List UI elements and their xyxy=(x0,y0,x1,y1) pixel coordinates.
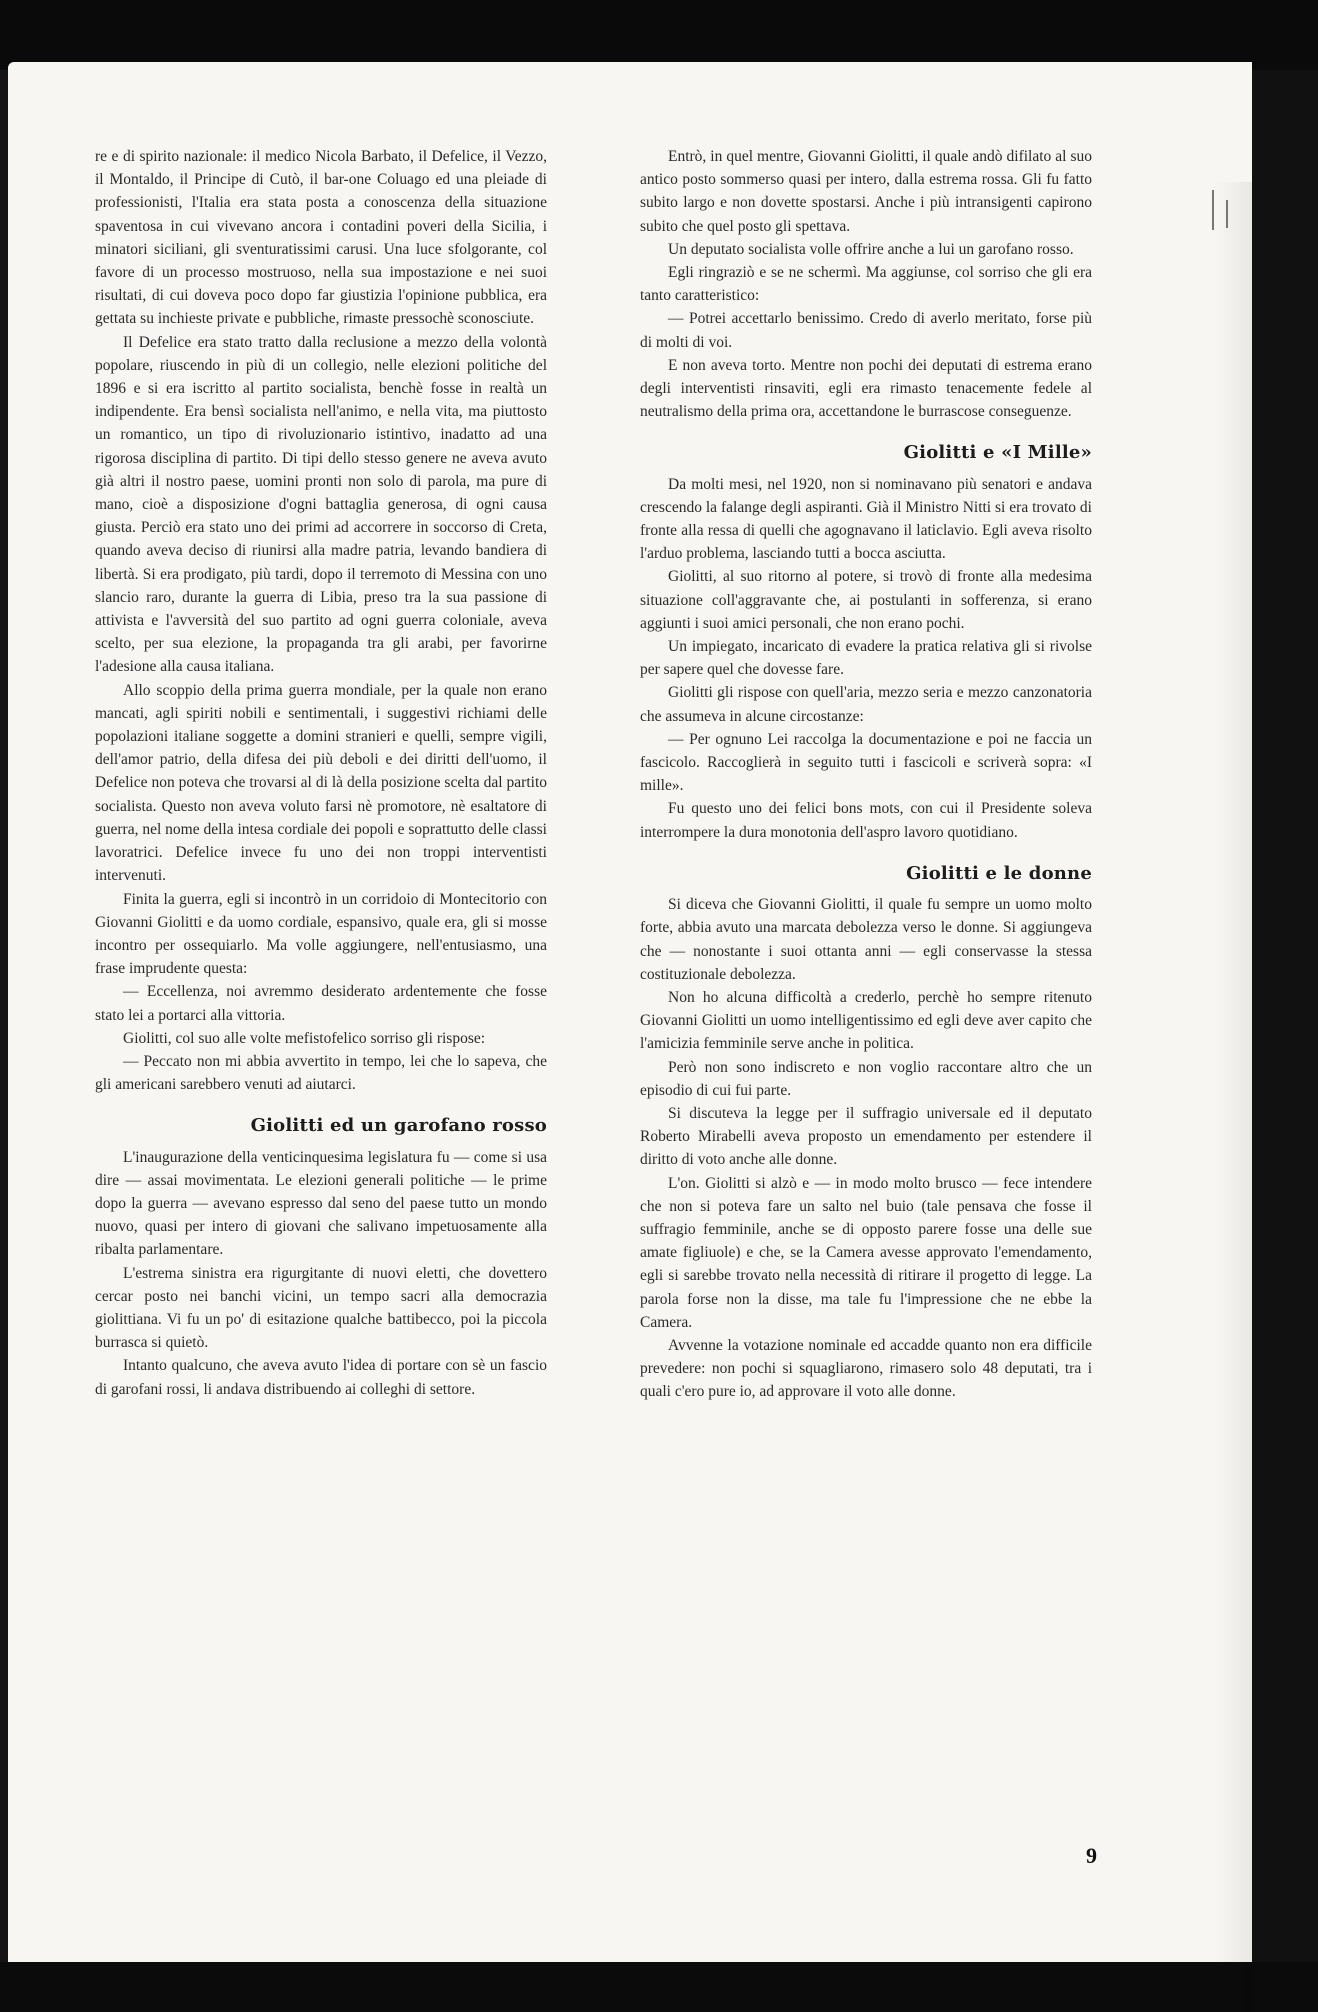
paragraph: Egli ringraziò e se ne schermì. Ma aggiunse, col sorriso che gli era tanto caratteristico: xyxy=(640,264,1092,305)
dialogue-line: — Eccellenza, noi avremmo desiderato ardentemente che fosse stato lei a portarci alla vittoria. xyxy=(95,983,547,1024)
paragraph: Entrò, in quel mentre, Giovanni Giolitti, il quale andò difilato al suo antico posto sommerso quasi per intero, dalla estrema rossa. Gli fu fatto subito largo e non dovette spostarsi. Anche i più intransigenti capirono subito che quel posto gli spettava. xyxy=(640,148,1092,235)
paragraph: Un deputato socialista volle offrire anche a lui un garofano rosso. xyxy=(668,240,1074,258)
paragraph: Allo scoppio della prima guerra mondiale, per la quale non erano mancati, agli spiriti nobili e sentimentali, i suggestivi richiami delle popolazioni italiane soggette a domini stranieri e quelli, sempre vigili, dell'amor patrio, della difesa dei più deboli e dei diritti dell'uomo, il Defelice non poteva che trovarsi al di là della posizione scelta dal partito socialista. Questo non aveva voluto farsi nè promotore, nè esaltatore di guerra, nel nome della intesa cordiale dei popoli e soprattutto delle classi lavoratrici. Defelice invece fu uno dei non troppi interventisti intervenuti. xyxy=(95,681,547,885)
section-heading: Giolitti e «I Mille» xyxy=(903,442,1092,464)
scan-right-border xyxy=(1252,70,1318,1962)
section-heading: Giolitti e le donne xyxy=(906,862,1092,884)
scan-top-border xyxy=(0,0,1318,70)
paragraph: Un impiegato, incaricato di evadere la pratica relativa gli si rivolse per sapere quel che dovesse fare. xyxy=(640,638,1092,679)
section-heading: Giolitti ed un garofano rosso xyxy=(250,1115,547,1137)
paragraph: Il Defelice era stato tratto dalla reclusione a mezzo della volontà popolare, riuscendo in più di un collegio, nelle elezioni politiche del 1896 e si era iscritto al partito socialista, benchè fosse in realtà un indipendente. Era bensì socialista nell'animo, e nella vita, ma piuttosto un romantico, un tipo di rivoluzionario istintivo, inadatto ad una rigorosa disciplina di partito. Di tipi dello stesso genere ne aveva avuto già altri il nostro paese, uomini pronti non solo di parola, ma pure di mano, cioè a disposizione d'ogni battaglia generosa, di ogni causa giusta. Perciò era stato uno dei primi ad accorrere in soccorso di Creta, quando aveva deciso di riunirsi alla madre patria, levando bandiera di libertà. Si era prodigato, più tardi, dopo il terremoto di Messina con uno slancio raro, durante la guerra di Libia, preso tra la sua passione di attivista e l'avversità del suo partito ad ogni guerra coloniale, aveva scelto, per sua elezione, la propaganda tra gli arabi, per favorirne l'adesione alla causa italiana. xyxy=(95,333,547,676)
paragraph: Fu questo uno dei felici bons mots, con cui il Presidente soleva interrompere la dura monotonia dell'aspro lavoro quotidiano. xyxy=(640,800,1092,841)
paragraph: L'estrema sinistra era rigurgitante di nuovi eletti, che dovettero cercar posto nei banchi vicini, un tempo sacri alla democrazia giolittiana. Vi fu un po' di esitazione qualche battibecco, poi la piccola burrasca si quietò. xyxy=(95,1264,547,1352)
page-gutter-shadow xyxy=(1213,182,1253,2012)
paragraph: E non aveva torto. Mentre non pochi dei deputati di estrema erano degli interventisti rinsaviti, egli era rimasto tenacemente fedele al neutralismo della prima ora, accettandone le burrascose conseguenze. xyxy=(640,356,1092,421)
paragraph: Giolitti gli rispose con quell'aria, mezzo seria e mezzo canzonatoria che assumeva in alcune circostanze: xyxy=(640,684,1092,725)
paragraph: L'on. Giolitti si alzò e — in modo molto brusco — fece intendere che non si poteva fare un salto nel buio (tale pensava che fosse il suffragio femminile, anche se di opposto parere fosse una delle sue amate figliuole) e che, se la Camera avesse approvato l'emendamento, egli si sarebbe trovato nella necessità di ritirare il progetto di legge. La parola forse non la disse, ma tale fu l'impressione che ne ebbe la Camera. xyxy=(640,1174,1092,1331)
paragraph: Avvenne la votazione nominale ed accadde quanto non era difficile prevedere: non pochi si squagliarono, rimasero solo 48 deputati, tra i quali c'ero pure io, ad approvare il voto alle donne. xyxy=(640,1336,1092,1401)
dialogue-line: — Potrei accettarlo benissimo. Credo di averlo meritato, forse più di molti di voi. xyxy=(640,310,1092,351)
paragraph: re e di spirito nazionale: il medico Nicola Barbato, il Defelice, il Vezzo, il Montaldo, il Principe di Cutò, il bar-one Coluago ed una pleiade di professionisti, l'Italia era stata posta a conoscenza della situazione spaventosa in cui vivevano ancora i contadini poveri della Sicilia, i minatori siciliani, gli sventuratissimi carusi. Una luce sfolgorante, col favore di un processo mostruoso, nella sua impostazione e nei suoi risultati, di cui doveva poco dopo far giustizia l'opinione pubblica, era gettata su inchieste private e pubbliche, rimaste pressochè sconosciute. xyxy=(95,148,547,328)
paragraph: Si diceva che Giovanni Giolitti, il quale fu sempre un uomo molto forte, abbia avuto una marcata debolezza verso le donne. Si aggiungeva che — nonostante i suoi ottanta anni — egli conservasse la stessa costituzionale debolezza. xyxy=(640,896,1092,983)
right-text-column xyxy=(640,145,1092,1404)
paragraph: Intanto qualcuno, che aveva avuto l'idea di portare con sè un fascio di garofani rossi, li andava distribuendo ai colleghi di settore. xyxy=(95,1357,547,1398)
scan-left-border xyxy=(0,70,8,1962)
paragraph: Finita la guerra, egli si incontrò in un corridoio di Montecitorio con Giovanni Giolitti e da uomo cordiale, espansivo, quale era, gli si mosse incontro per ossequiarlo. Ma volle aggiungere, nell'entusiasmo, una frase imprudente questa: xyxy=(95,890,547,978)
margin-mark xyxy=(1226,200,1228,228)
dialogue-line: — Peccato non mi abbia avvertito in tempo, lei che lo sapeva, che gli americani sarebbero venuti ad aiutarci. xyxy=(95,1052,547,1094)
paragraph: Non ho alcuna difficoltà a crederlo, perchè ho sempre ritenuto Giovanni Giolitti un uomo intelligentissimo ed egli deve aver capito che l'amicizia femminile serve anche in politica. xyxy=(640,988,1092,1053)
left-text-column xyxy=(95,145,547,1401)
paragraph: L'inaugurazione della venticinquesima legislatura fu — come si usa dire — assai movimentata. Le elezioni generali politiche — le prime dopo la guerra — avevano espresso dal seno del paese tutto un mondo nuovo, quasi per intero di giovani che salivano impetuosamente alla ribalta parlamentare. xyxy=(95,1148,547,1259)
dialogue-line: — Per ognuno Lei raccolga la documentazione e poi ne faccia un fascicolo. Raccoglierà in seguito tutti i fascicoli e scriverà sopra: «I mille». xyxy=(640,730,1092,795)
paragraph: Si discuteva la legge per il suffragio universale ed il deputato Roberto Mirabelli aveva proposto un emendamento per estendere il diritto di voto anche alle donne. xyxy=(640,1104,1092,1169)
paragraph: Da molti mesi, nel 1920, non si nominavano più senatori e andava crescendo la falange degli aspiranti. Già il Ministro Nitti si era trovato di fronte alla ressa di quelli che agognavano il laticlavio. Egli aveva risolto l'arduo problema, lasciando tutti a bocca asciutta. xyxy=(640,475,1092,563)
margin-mark xyxy=(1212,190,1214,230)
paragraph: Giolitti, al suo ritorno al potere, si trovò di fronte alla medesima situazione coll'aggravante che, ai postulanti in sofferenza, si erano aggiunti i suoi amici personali, che non erano pochi. xyxy=(640,568,1092,632)
paragraph: Giolitti, col suo alle volte mefistofelico sorriso gli rispose: xyxy=(123,1029,486,1047)
page-number: 9 xyxy=(1086,1843,1097,1868)
paragraph: Però non sono indiscreto e non voglio raccontare altro che un episodio di cui fui parte. xyxy=(640,1058,1092,1099)
